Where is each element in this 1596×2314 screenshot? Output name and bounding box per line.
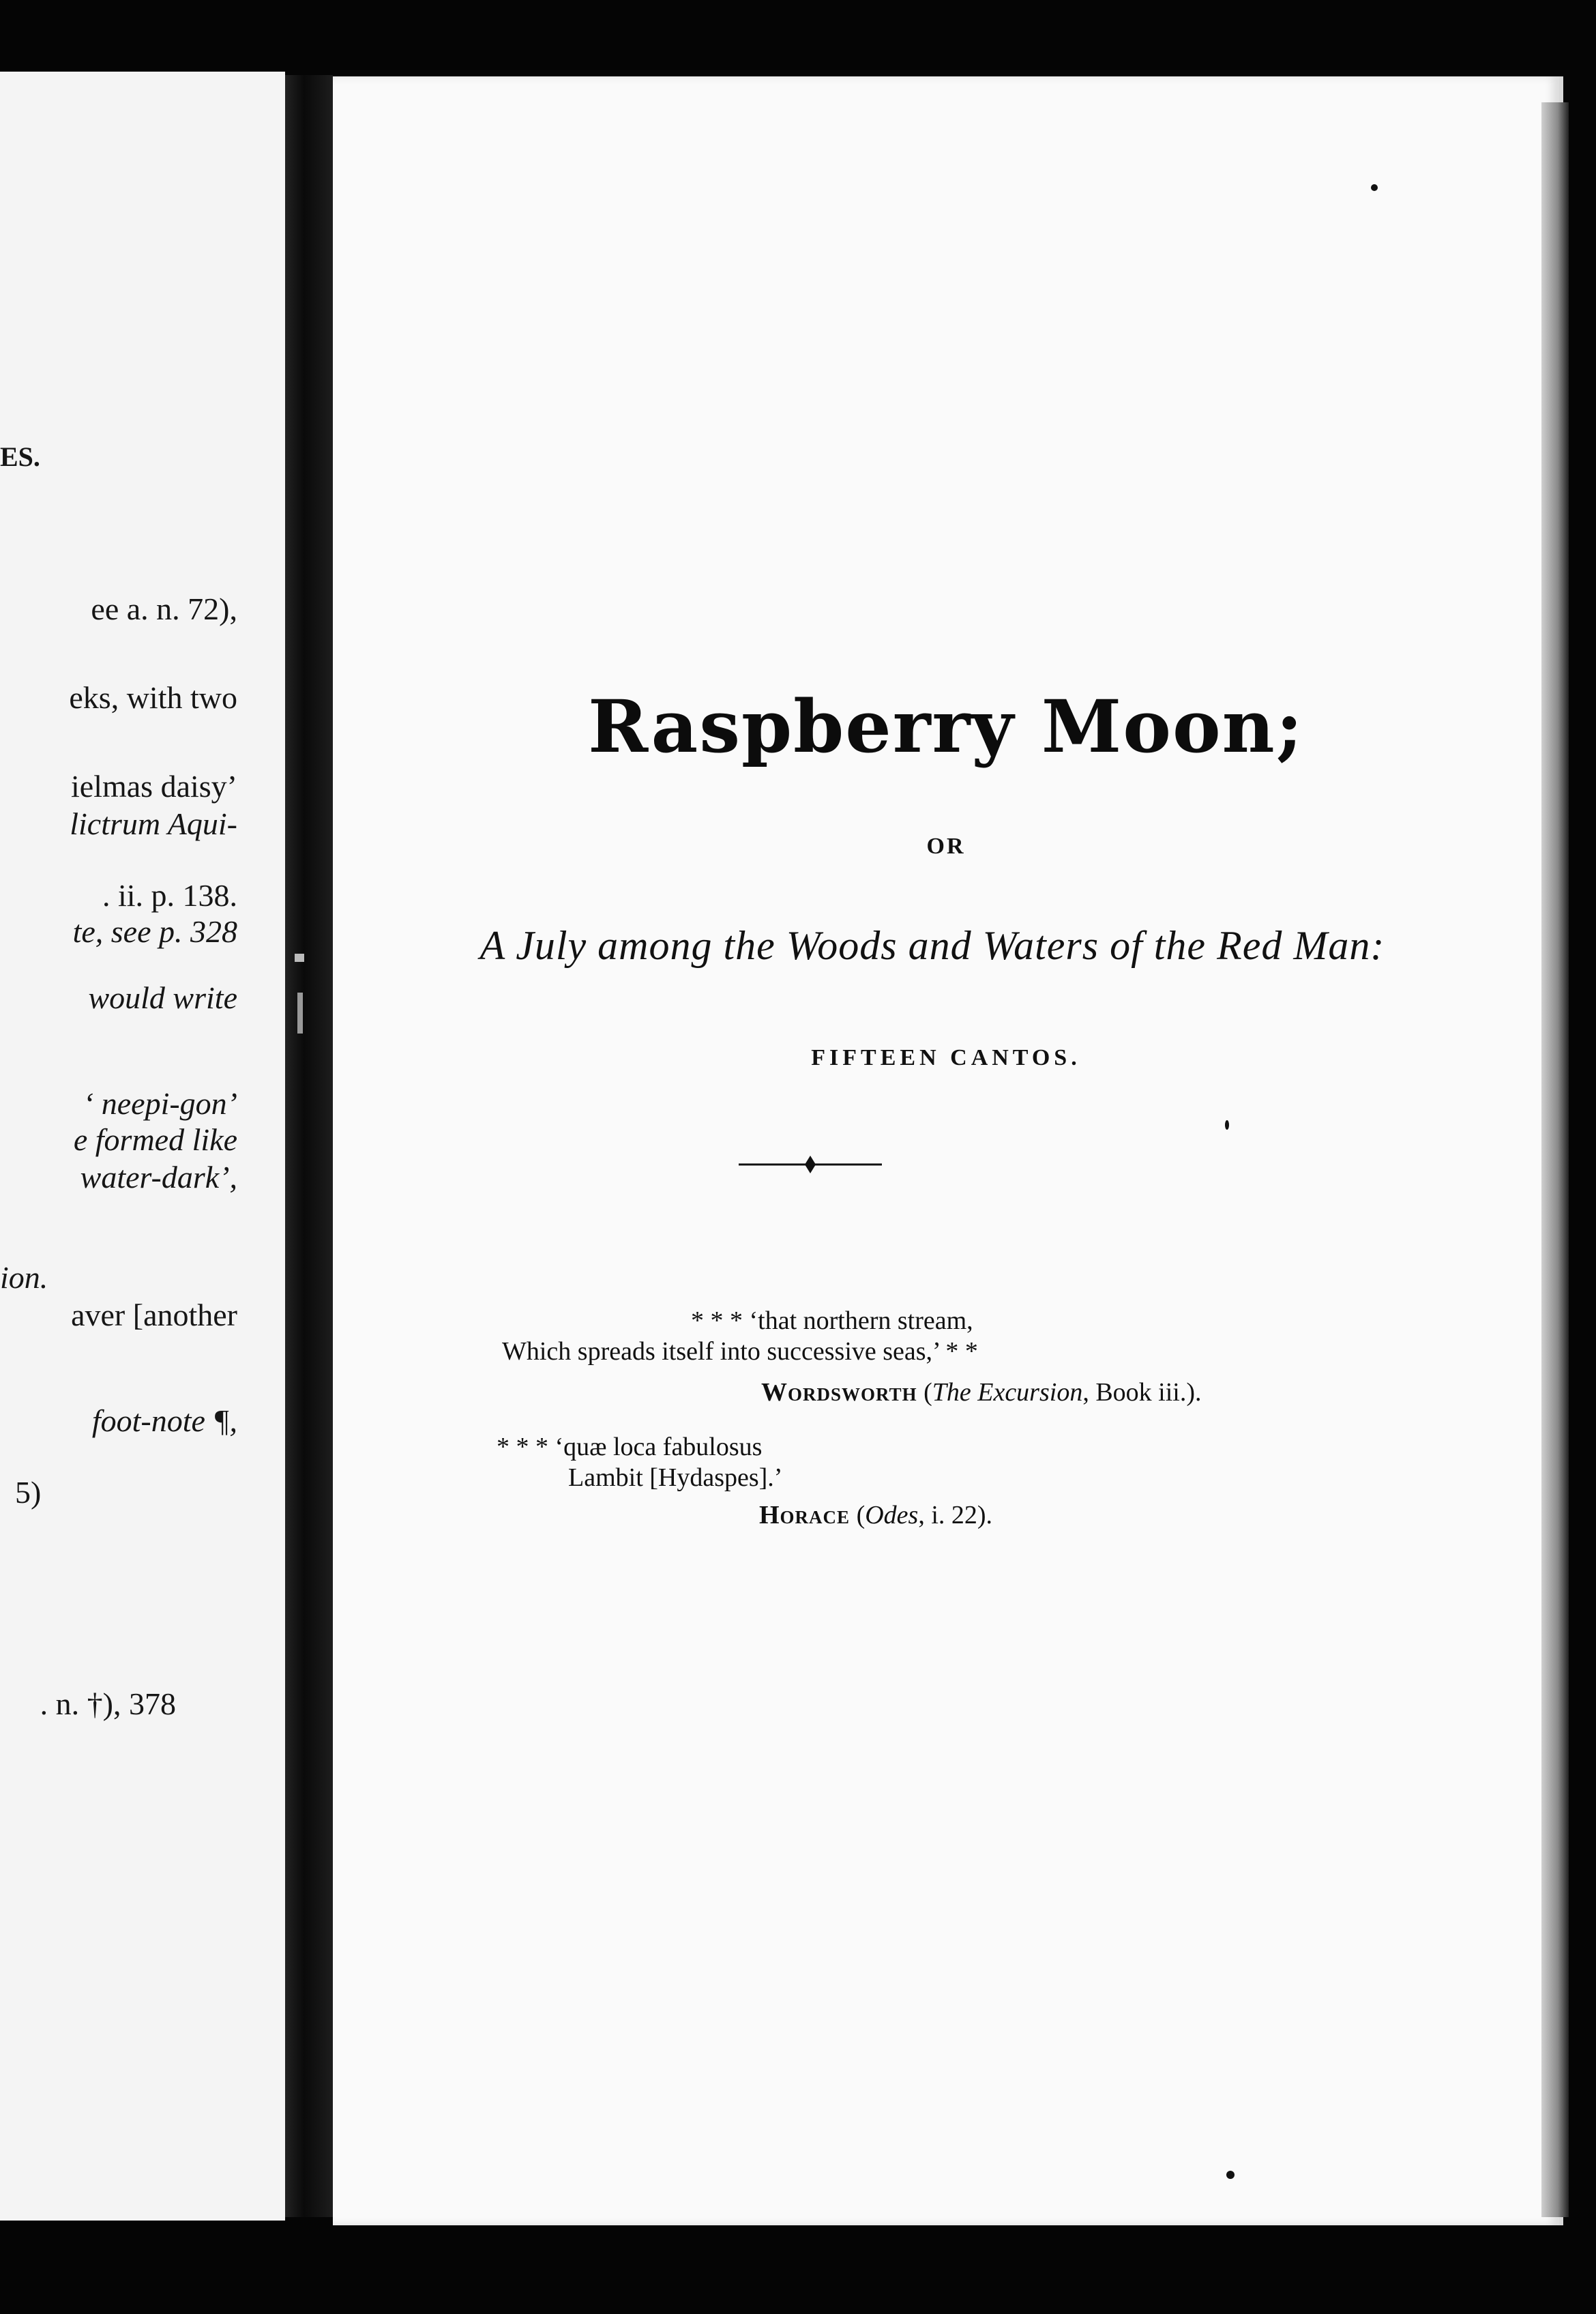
left-page-line: ES. xyxy=(0,441,40,472)
attribution-work: The Excursion xyxy=(932,1378,1083,1407)
epigraph-horace-line-1: * * * ‘quæ loca fabulosus xyxy=(497,1433,763,1461)
left-page-line: . n. †), 378 xyxy=(40,1686,176,1721)
left-page-line: lictrum Aqui- xyxy=(70,806,237,841)
book-subtitle: A July among the Woods and Waters of the Red Man: xyxy=(479,923,1385,968)
book-gutter xyxy=(285,75,333,2217)
previous-page xyxy=(0,72,285,2221)
book-title: Raspberry Moon; xyxy=(588,684,1304,769)
attribution-paren: ( xyxy=(850,1501,866,1529)
ornament-divider-icon xyxy=(739,1154,882,1175)
left-page-line: foot-note ¶, xyxy=(91,1403,237,1438)
gutter-mark xyxy=(297,993,303,1034)
epigraph-horace-attribution xyxy=(759,1502,992,1528)
title-page xyxy=(333,76,1563,2225)
left-page-line: aver [another xyxy=(71,1298,237,1332)
attribution-author: Horace xyxy=(759,1501,851,1529)
epigraph-wordsworth-line-2: Which spreads itself into successive seas,’ * * xyxy=(502,1337,978,1366)
left-page-line: water-dark’, xyxy=(80,1160,237,1195)
speck xyxy=(1225,1120,1229,1130)
left-page-line: ion. xyxy=(0,1260,48,1295)
epigraph-wordsworth-line-1: * * * ‘that northern stream, xyxy=(691,1306,973,1335)
left-page-line: te, see p. 328 xyxy=(72,914,237,949)
attribution-paren: ( xyxy=(917,1378,932,1407)
left-page-line: 5) xyxy=(15,1475,42,1510)
epigraph-horace-line-2: Lambit [Hydaspes].’ xyxy=(568,1463,783,1492)
left-page-line: would write xyxy=(88,980,237,1015)
attribution-work: Odes xyxy=(865,1501,919,1529)
left-page-line: ‘ neepi-gon’ xyxy=(83,1086,237,1121)
speck xyxy=(1226,2171,1235,2179)
left-page-line: ielmas daisy’ xyxy=(71,769,237,804)
attribution-author: Wordsworth xyxy=(761,1378,917,1407)
attribution-rest: , i. 22). xyxy=(918,1501,993,1529)
page-edge xyxy=(1541,102,1569,2217)
epigraph-wordsworth-attribution xyxy=(761,1379,1202,1405)
cantos-line: FIFTEEN CANTOS. xyxy=(811,1045,1081,1070)
left-page-line: eks, with two xyxy=(69,680,237,715)
title-connector: OR xyxy=(926,834,966,859)
attribution-rest: , Book iii.). xyxy=(1082,1378,1202,1407)
gutter-mark xyxy=(295,954,304,962)
left-page-line: ee a. n. 72), xyxy=(91,591,237,626)
left-page-line: . ii. p. 138. xyxy=(102,878,237,913)
left-page-line: e formed like xyxy=(73,1122,237,1157)
speck xyxy=(1371,184,1378,191)
